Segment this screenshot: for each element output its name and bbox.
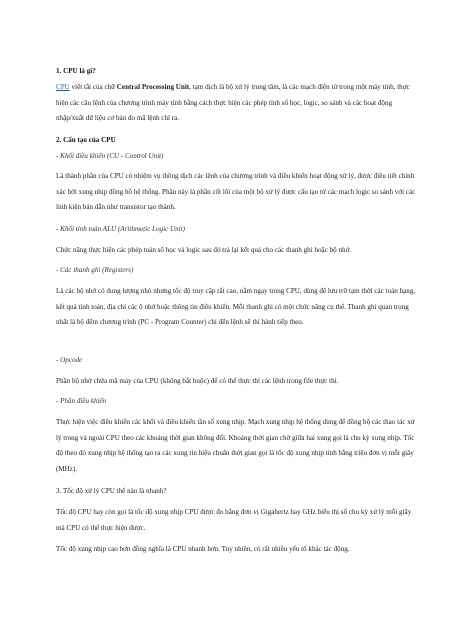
cpu-link[interactable]: CPU xyxy=(56,83,70,91)
definition-text-1: viết tắt của chữ xyxy=(69,83,117,91)
paragraph-control-unit: Là thành phần của CPU có nhiệm vụ thông dịch các lệnh của chương trình và điều khiển hoạt động xử lý, được điều tiết chính xác bởi xung nhịp đồng hồ hệ thống. Phần này là phần cốt lõi của một bộ xử lý được cấu tạo từ các mạch logic so sánh với các linh kiện bán dẫn như transistor tạo thành. xyxy=(56,172,416,211)
section-title-alu: - Khối tính toán ALU (Arithmetic Logic Unit) xyxy=(56,225,185,233)
section-title-registers: - Các thanh ghi (Registers) xyxy=(56,266,134,274)
paragraph-opcode: Phần bộ nhớ chứa mã máy của CPU (không bắt buộc) để có thể thực thi các lệnh trong file thực thi. xyxy=(56,377,339,385)
heading-cpu-speed: 3. Tốc độ xử lý CPU thế nào là nhanh? xyxy=(56,487,167,495)
section-title-opcode: - Opcode xyxy=(56,356,83,364)
paragraph-control-part: Thực hiện việc điều khiển các khối và điều khiển tần số xung nhịp. Mạch xung nhịp hệ thống dùng để đồng bộ các thao tác xử lý trong và ngoài CPU theo các khoảng thời gian không đổi. Khoảng thời gian chờ giữa hai xung gọi là chu kỳ xung nhịp. Tốc độ theo đó xung nhịp hệ thống tạo ra các xung tín hiệu chuẩn thời gian gọi là tốc độ xung nhịp tính bằng triệu đơn vị mỗi giây (MHz). xyxy=(56,418,415,473)
heading-what-is-cpu: 1. CPU là gì? xyxy=(56,67,96,75)
paragraph-registers: Là các bộ nhớ có dung lượng nhỏ nhưng tốc độ truy cập rất cao, nằm ngay trong CPU, dùng để lưu trữ tạm thời các toán hạng, kết quả tính toán, địa chỉ các ô nhớ hoặc thông tin điều khiển. Mỗi thanh ghi có một chức năng cụ thể. Thanh ghi quan trọng nhất là bộ đếm chương trình (PC - Program Counter) chỉ đến lệnh sẽ thi hành tiếp theo. xyxy=(56,287,416,326)
section-title-control-unit: - Khối điều khiển (CU - Control Unit) xyxy=(56,152,164,160)
paragraph-cpu-definition xyxy=(56,80,418,127)
paragraph-alu: Chức năng thực hiện các phép toán số học và logic sau đó trả lại kết quả cho các thanh ghi hoặc bộ nhớ. xyxy=(56,246,352,254)
paragraph-cpu-speed-1: Tốc độ CPU hay còn gọi là tốc độ xung nhịp CPU được đo bằng đơn vị Gigahertz hay GHz biểu thị số chu kỳ xử lý mỗi giây mà CPU có thể thực hiện được. xyxy=(56,508,412,532)
heading-cpu-structure: 2. Cấu tạo của CPU xyxy=(56,136,116,144)
section-title-control-part: - Phần điều khiển xyxy=(56,397,107,405)
paragraph-cpu-speed-2: Tốc độ xung nhịp cao hơn đồng nghĩa là CPU nhanh hơn. Tuy nhiên, có rất nhiều yếu tố khác tác động. xyxy=(56,545,350,553)
definition-text-2: , tạm dịch là bộ xử lý trung tâm, là các mạch điện tử trong một máy tính, thực hiện các câu lệnh của chương trình máy tính bằng cách thực hiện các phép tính số học, logic, so sánh và các hoạt động nhập/xuất dữ liệu cơ bản do mã lệnh chỉ ra. xyxy=(56,83,410,122)
definition-bold-term: Central Processing Unit xyxy=(116,83,190,91)
